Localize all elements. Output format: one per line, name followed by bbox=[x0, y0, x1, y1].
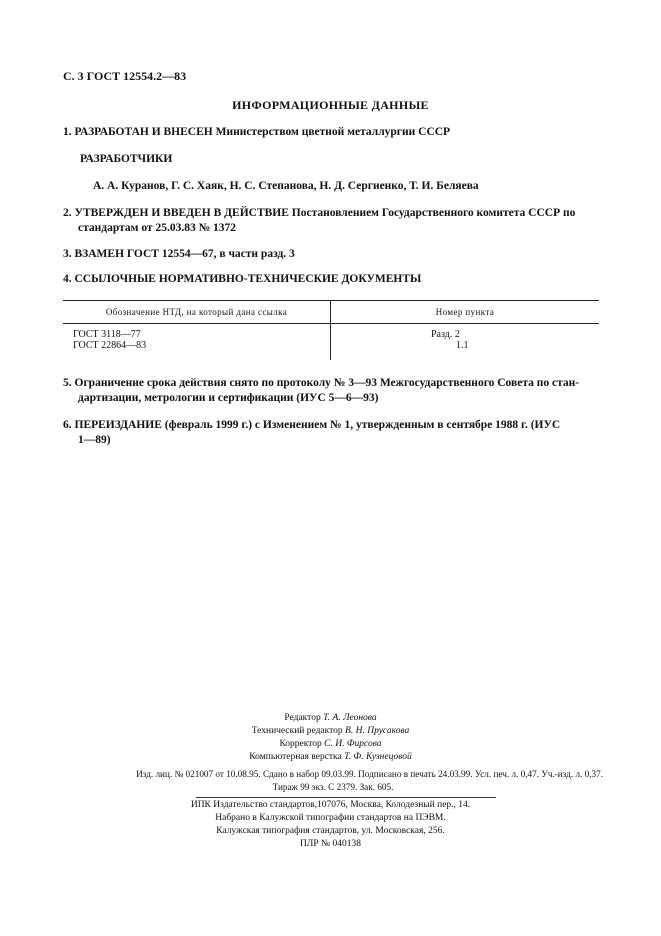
doc-row-1: ГОСТ 3118—77 bbox=[73, 329, 141, 340]
developers-heading: РАЗРАБОТЧИКИ bbox=[80, 153, 173, 165]
layout-name: Т. Ф. Кузнецовой bbox=[344, 752, 412, 762]
doc-row-2: ГОСТ 22864—83 bbox=[73, 340, 147, 351]
publication-line-2: Тираж 99 экз. С 2379. Зак. 605. bbox=[272, 782, 394, 792]
printing-line-4: ПЛР № 040138 bbox=[300, 839, 361, 849]
item-2-approved bbox=[63, 206, 608, 236]
publication-line-1: Изд. лиц. № 021007 от 10.08.95. Сдано в набор 09.03.99. Подписано в печать 24.03.99. Усл. печ. л. 0,47. Уч.-изд. л. 0,37. bbox=[136, 769, 603, 779]
credit-proofreader bbox=[0, 738, 661, 751]
credit-layout bbox=[0, 751, 661, 764]
item-3-replaces: 3. ВЗАМЕН ГОСТ 12554—67, в части разд. 3 bbox=[63, 248, 295, 260]
printing-line-2: Набрано в Калужской типографии стандартов на ПЭВМ. bbox=[215, 813, 446, 823]
proofreader-name: С. И. Фирсова bbox=[324, 739, 382, 749]
printing-info bbox=[0, 799, 661, 851]
printing-line-3: Калужская типография стандартов, ул. Московская, 256. bbox=[216, 826, 445, 836]
credits-block bbox=[0, 712, 661, 764]
developers-list: А. А. Куранов, Г. С. Хаяк, Н. С. Степанова, Н. Д. Сергиенко, Т. И. Беляева bbox=[93, 180, 479, 192]
editor-name: Т. А. Леонова bbox=[323, 713, 377, 723]
clause-cell bbox=[331, 324, 600, 361]
clause-row-1: Разд. 2 bbox=[431, 329, 460, 340]
document-cell bbox=[63, 324, 331, 361]
credit-tech-editor bbox=[0, 725, 661, 738]
references-table bbox=[63, 300, 599, 360]
printing-line-1: ИПК Издательство стандартов,107076, Москва, Колодезный пер., 14. bbox=[190, 800, 471, 810]
proofreader-label: Корректор bbox=[279, 739, 322, 749]
clause-row-2: 1.1 bbox=[456, 340, 469, 351]
col-header-document: Обозначение НТД, на который дана ссылка bbox=[63, 301, 331, 324]
col-header-clause: Номер пункта bbox=[331, 301, 600, 324]
item-6-reissue bbox=[63, 418, 608, 448]
tech-editor-name: В. Н. Прусакова bbox=[345, 726, 410, 736]
item-5-validity bbox=[63, 376, 608, 406]
item-2-line-1: 2. УТВЕРЖДЕН И ВВЕДЕН В ДЕЙСТВИЕ Постановлением Государственного комитета СССР по bbox=[63, 207, 576, 219]
credit-editor bbox=[0, 712, 661, 725]
item-5-line-2: дартизации, метрологии и сертификации (ИУС 5—6—93) bbox=[78, 392, 379, 404]
item-4-references-heading: 4. ССЫЛОЧНЫЕ НОРМАТИВНО-ТЕХНИЧЕСКИЕ ДОКУМЕНТЫ bbox=[63, 273, 422, 285]
page-header: С. 3 ГОСТ 12554.2—83 bbox=[63, 69, 187, 83]
editor-label: Редактор bbox=[284, 713, 321, 723]
item-6-line-2: 1—89) bbox=[78, 434, 111, 446]
item-2-line-2: стандартам от 25.03.83 № 1372 bbox=[78, 222, 237, 234]
publication-info bbox=[63, 768, 603, 794]
tech-editor-label: Технический редактор bbox=[251, 726, 343, 736]
item-5-line-1: 5. Ограничение срока действия снято по протоколу № 3—93 Межгосударственного Совета по стан- bbox=[63, 377, 580, 389]
item-1-developed: 1. РАЗРАБОТАН И ВНЕСЕН Министерством цветной металлургии СССР bbox=[63, 126, 451, 138]
divider-rule bbox=[196, 797, 496, 798]
section-title: ИНФОРМАЦИОННЫЕ ДАННЫЕ bbox=[232, 98, 429, 112]
layout-label: Компьютерная верстка bbox=[249, 752, 342, 762]
table-header-row bbox=[63, 301, 599, 324]
table-row bbox=[63, 324, 599, 361]
item-6-line-1: 6. ПЕРЕИЗДАНИЕ (февраль 1999 г.) с Изменением № 1, утвержденным в сентябре 1988 г. (ИУС bbox=[63, 419, 561, 431]
